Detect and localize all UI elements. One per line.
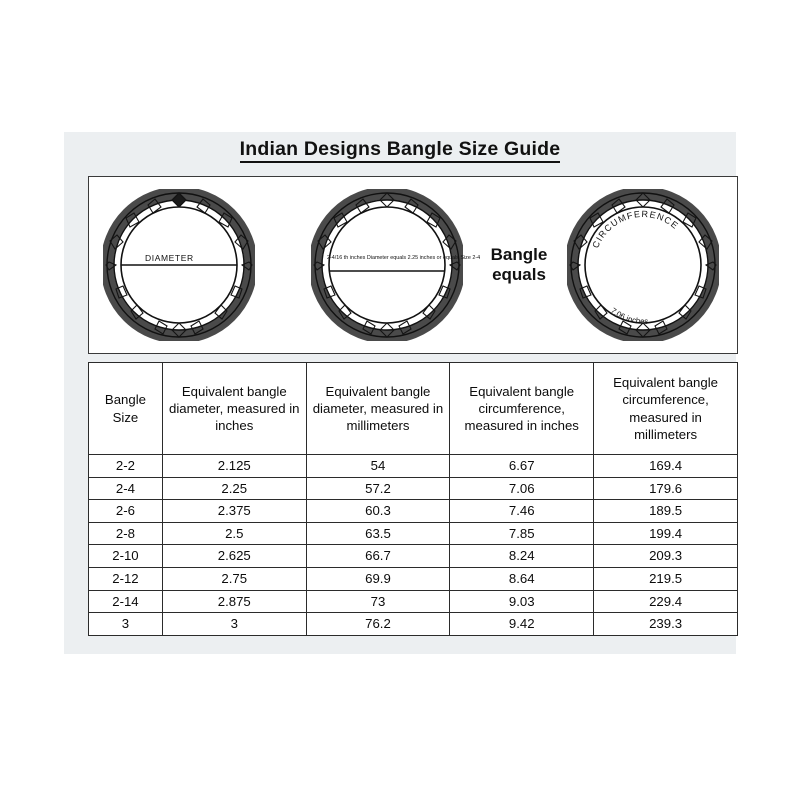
cell-circumference-mm: 189.5 [594,500,738,523]
table-head [89,363,738,455]
cell-circumference-mm: 169.4 [594,455,738,478]
cell-circumference-inches: 8.64 [450,567,594,590]
guide-card [64,132,736,654]
page-title [64,138,736,161]
diameter-label: DIAMETER [145,253,194,263]
cell-bangle-size: 3 [89,613,163,636]
table-header-diameter-inches: Equivalent bangle diameter, measured in inches [162,363,306,455]
size-table-wrapper [88,362,738,636]
cell-bangle-size: 2-14 [89,590,163,613]
diameter-note-label: 2-4/16 th inches Diameter equals 2.25 inches or equals Size 2-4 [327,255,481,261]
cell-circumference-mm: 209.3 [594,545,738,568]
cell-circumference-mm: 199.4 [594,522,738,545]
cell-diameter-inches: 2.625 [162,545,306,568]
cell-diameter-mm: 66.7 [306,545,450,568]
table-row [89,522,738,545]
cell-circumference-mm: 219.5 [594,567,738,590]
cell-circumference-inches: 8.24 [450,545,594,568]
cell-diameter-mm: 54 [306,455,450,478]
cell-circumference-mm: 179.6 [594,477,738,500]
cell-bangle-size: 2-6 [89,500,163,523]
cell-diameter-mm: 57.2 [306,477,450,500]
table-header-bangle-size: Bangle Size [89,363,163,455]
cell-diameter-inches: 2.75 [162,567,306,590]
cell-bangle-size: 2-10 [89,545,163,568]
bangle-ring-graphic-2 [311,189,481,341]
cell-circumference-mm: 239.3 [594,613,738,636]
cell-diameter-inches: 2.25 [162,477,306,500]
cell-bangle-size: 2-12 [89,567,163,590]
cell-circumference-mm: 229.4 [594,590,738,613]
cell-diameter-inches: 2.125 [162,455,306,478]
table-row [89,500,738,523]
cell-circumference-inches: 6.67 [450,455,594,478]
cell-diameter-mm: 63.5 [306,522,450,545]
circumference-label-text: CIRCUMFERENCE [590,208,681,250]
cell-circumference-inches: 7.85 [450,522,594,545]
table-row [89,545,738,568]
cell-diameter-mm: 69.9 [306,567,450,590]
cell-diameter-inches: 2.375 [162,500,306,523]
cell-bangle-size: 2-2 [89,455,163,478]
bangle-note-illustration [311,189,481,341]
table-header-circumference-mm: Equivalent bangle circumference, measured in millimeters [594,363,738,455]
bangle-circumference-illustration [567,189,719,341]
table-header-circumference-inches: Equivalent bangle circumference, measured in inches [450,363,594,455]
cell-circumference-inches: 7.46 [450,500,594,523]
bangle-ring-graphic-1 [103,189,255,341]
table-row [89,613,738,636]
table-body [89,455,738,636]
cell-circumference-inches: 9.42 [450,613,594,636]
cell-diameter-mm: 76.2 [306,613,450,636]
bangle-equals-label: Bangle equals [490,245,548,284]
cell-diameter-inches: 2.875 [162,590,306,613]
table-row [89,567,738,590]
table-row [89,590,738,613]
cell-circumference-inches: 9.03 [450,590,594,613]
cell-diameter-mm: 60.3 [306,500,450,523]
cell-bangle-size: 2-8 [89,522,163,545]
bangle-diameter-illustration [103,189,255,341]
table-row [89,477,738,500]
cell-bangle-size: 2-4 [89,477,163,500]
diagram-panel [88,176,738,354]
table-header-diameter-mm: Equivalent bangle diameter, measured in millimeters [306,363,450,455]
cell-diameter-inches: 2.5 [162,522,306,545]
table-header-row [89,363,738,455]
circumference-value-text: 7.06 inches [609,306,649,326]
cell-diameter-inches: 3 [162,613,306,636]
table-row [89,455,738,478]
cell-diameter-mm: 73 [306,590,450,613]
cell-circumference-inches: 7.06 [450,477,594,500]
bangle-size-table [88,362,738,636]
bangle-ring-graphic-3 [567,189,719,341]
page-title-text: Indian Designs Bangle Size Guide [240,138,561,163]
